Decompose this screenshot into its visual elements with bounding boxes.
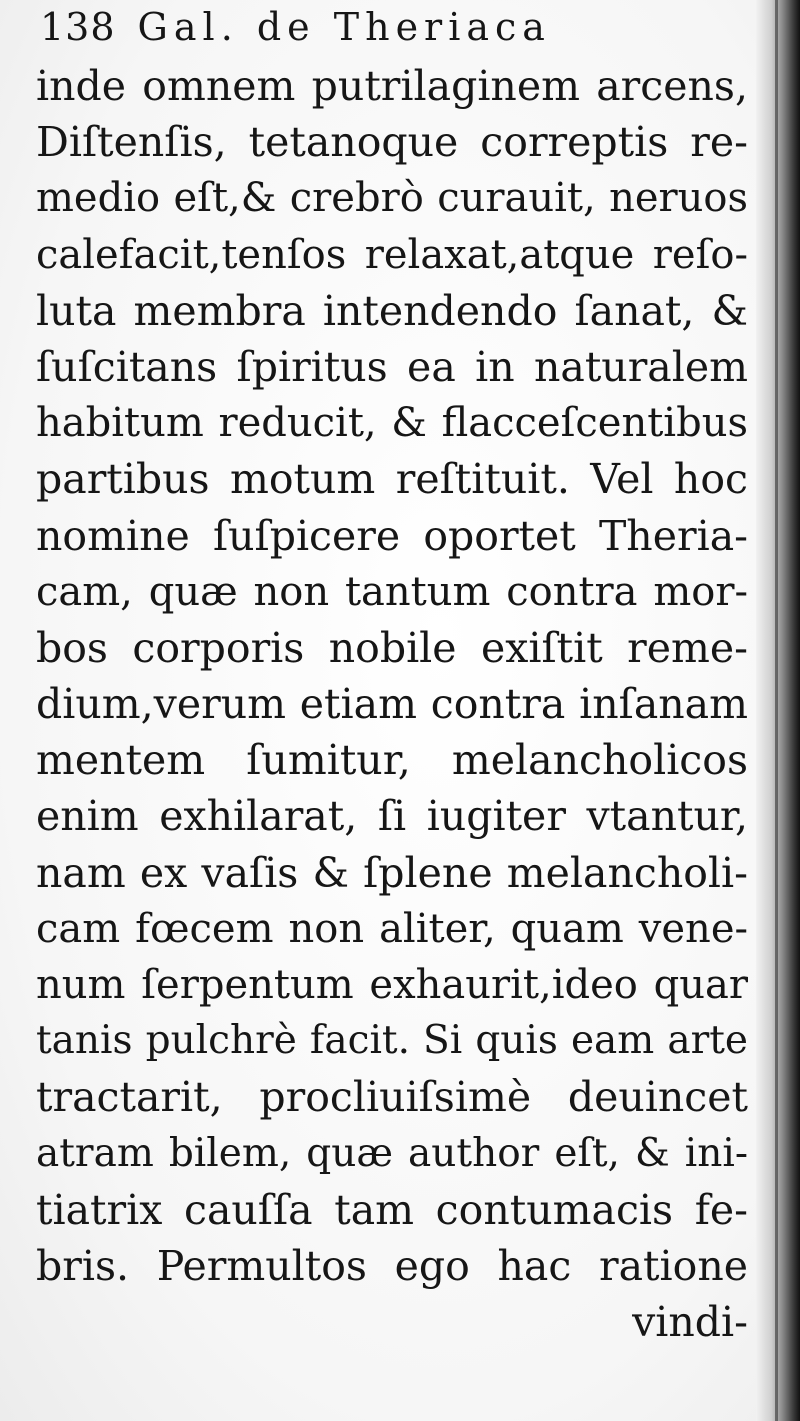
text-line: nam ex vaſis & ſplene melancholi-: [36, 848, 748, 897]
catchword: vindi-: [632, 1298, 748, 1347]
running-title: Gal. de Theriaca: [137, 5, 551, 49]
text-line: Diſtenſis, tetanoque correptis re-: [36, 118, 748, 167]
text-line: calefacit,tenſos relaxat,atque reſo-: [36, 231, 748, 278]
text-line: dium,verum etiam contra inſanam: [36, 680, 748, 729]
page-header: [40, 4, 740, 50]
text-line: num ſerpentum exhaurit,ideo quar: [36, 962, 748, 1008]
text-line: tiatrix cauſſa tam contumacis fe-: [36, 1185, 748, 1234]
text-line: medio eſt,& crebrò curauit, neruos: [36, 175, 748, 222]
text-line: habitum reducit, & flacceſcentibus: [36, 400, 748, 447]
body-text: [36, 58, 748, 1350]
text-line: mentem ſumitur, melancholicos: [36, 736, 748, 785]
text-line: nomine ſuſpicere oportet Theria-: [36, 511, 748, 560]
text-line: atram bilem, quæ author eſt, & ini-: [36, 1130, 748, 1176]
text-line: ſuſcitans ſpiritus ea in naturalem: [36, 342, 748, 391]
binding-shadow-line: [775, 0, 778, 1421]
text-line: bris. Permultos ego hac ratione: [36, 1241, 748, 1290]
text-line: luta membra intendendo ſanat, &: [36, 286, 748, 335]
page-binding-edge: [756, 0, 800, 1421]
page-number: 138: [40, 5, 116, 49]
text-line: inde omnem putrilaginem arcens,: [36, 62, 748, 110]
text-line: tractarit, procliuiſsimè deuincet: [36, 1073, 748, 1122]
text-line: cam fœcem non aliter, quam vene-: [36, 905, 748, 952]
text-line: partibus motum reſtituit. Vel hoc: [36, 455, 748, 504]
text-line: enim exhilarat, ſi iugiter vtantur,: [36, 792, 748, 841]
text-line: cam, quæ non tantum contra mor-: [36, 568, 748, 615]
text-line: tanis pulchrè facit. Si quis eam arte: [36, 1018, 748, 1064]
text-line: bos corporis nobile exiſtit reme-: [36, 623, 748, 672]
